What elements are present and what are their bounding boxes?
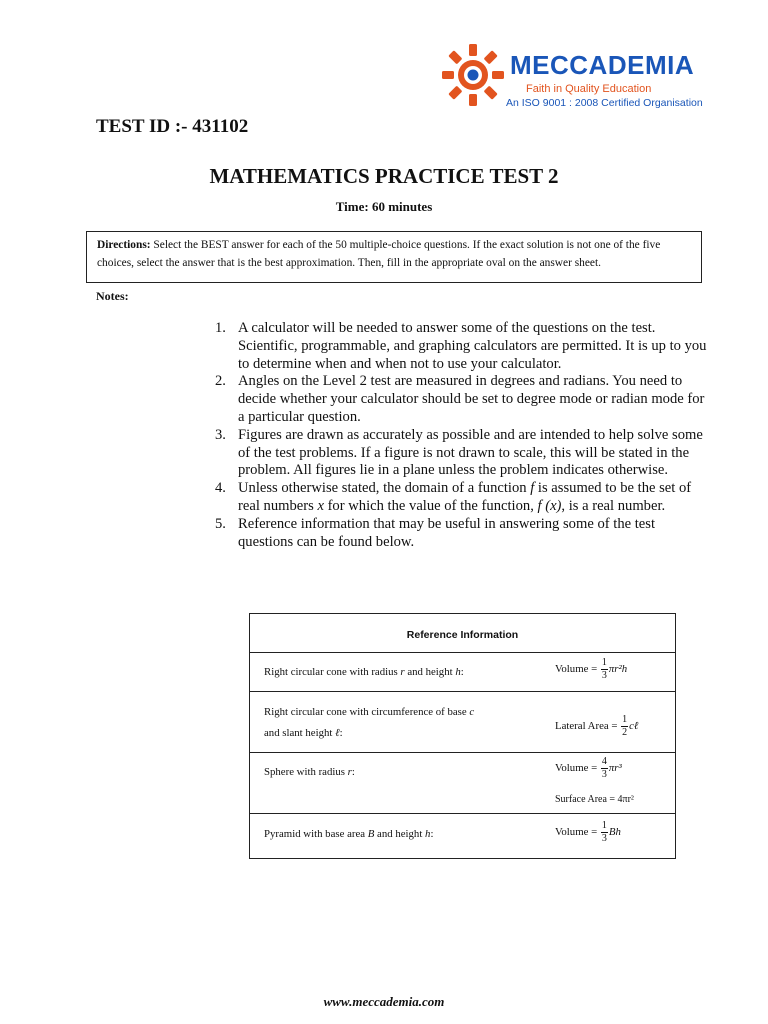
notes-list [212, 320, 708, 551]
directions-text: Select the BEST answer for each of the 50 multiple-choice questions. If the exact solution is not one of the five choices, select the answer that is the best approximation. Then, fill in the appropriate oval on the answer sheet. [97, 239, 661, 269]
brand-logo [440, 40, 720, 112]
table-row [250, 753, 675, 814]
table-row [250, 653, 675, 692]
brand-tagline: Faith in Quality Education [526, 83, 652, 95]
reference-formula-secondary: Surface Area = 4πr² [555, 794, 634, 805]
list-item-text: Reference information that may be useful in answering some of the test questions can be found below. [238, 515, 656, 550]
list-item-number: 5. [215, 515, 226, 532]
list-item [212, 373, 708, 426]
notes-label: Notes: [96, 289, 129, 303]
list-item [212, 480, 708, 516]
reference-formula: Volume = $\frac{4}{3}$ πr³ [555, 756, 622, 780]
reference-description: Right circular cone with radius r and height h: [264, 666, 464, 678]
reference-table [249, 613, 676, 859]
list-item [212, 427, 708, 480]
brand-certification: An ISO 9001 : 2008 Certified Organisation [506, 97, 703, 109]
list-item-number: 1. [215, 320, 226, 336]
directions-box [86, 231, 702, 283]
table-row [250, 814, 675, 858]
page-title: MATHEMATICS PRACTICE TEST 2 [209, 164, 559, 188]
reference-description: Pyramid with base area B and height h: [264, 828, 434, 840]
list-item-number: 3. [215, 426, 226, 443]
reference-title: Reference Information [250, 614, 675, 653]
footer-url[interactable]: www.meccademia.com [323, 994, 445, 1009]
reference-formula: Lateral Area = $\frac{1}{2}$ cℓ [555, 714, 639, 738]
list-item-number: 2. [215, 373, 226, 390]
reference-description: Right circular cone with circumference of base c and slant height ℓ: [264, 706, 475, 739]
reference-formula: Volume = $\frac{1}{3}$ πr²h [555, 657, 628, 681]
list-item-text: Unless otherwise stated, the domain of a function f is assumed to be the set of real numbers x for which the value of the function, f (x), is a real number. [238, 480, 692, 514]
brand-name: MECCADEMIA [510, 50, 695, 80]
time-limit: Time: 60 minutes [335, 199, 433, 214]
reference-description: Sphere with radius r: [264, 766, 355, 778]
list-item-text: Figures are drawn as accurately as possible and are intended to help solve some of the test problems. If a figure is not drawn to scale, this will be stated in the problem. All figures lie in a plane unless the problem indicates otherwise. [238, 426, 703, 479]
list-item [212, 516, 708, 552]
directions-label: Directions: [97, 239, 151, 251]
list-item-text: A calculator will be needed to answer some of the questions on the test. Scientific, programmable, and graphing calculators are permitted. It is up to you to determine when and when not to use your calculator. [238, 320, 707, 372]
list-item [212, 320, 708, 373]
test-id: TEST ID :- 431102 [96, 116, 249, 137]
list-item-text: Angles on the Level 2 test are measured in degrees and radians. You need to decide whether your calculator should be set to degree mode or radian mode for a particular question. [238, 373, 705, 425]
sun-gear-logo-icon [440, 42, 506, 108]
reference-formula: Volume = $\frac{1}{3}$ Bh [555, 820, 621, 844]
table-row [250, 692, 675, 753]
list-item-number: 4. [215, 480, 226, 497]
